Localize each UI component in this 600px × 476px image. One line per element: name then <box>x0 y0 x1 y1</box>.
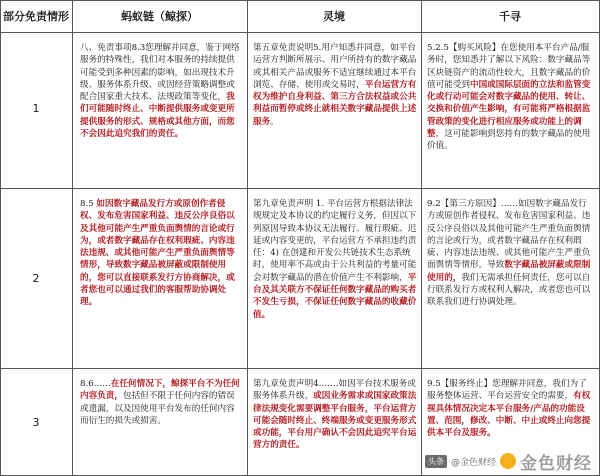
jinse-logo-icon <box>500 453 516 469</box>
header-antchain: 蚂蚁链（鲸探） <box>121 10 198 23</box>
cell-text: 。 <box>270 116 279 127</box>
cell-text: 第九章免责声明4.……如因平台技术服务或服务体系升级， <box>253 379 416 402</box>
header-scenario: 部分免责情形 <box>3 10 69 23</box>
cell-antchain-row2 <box>80 198 242 364</box>
cell-text: 第五章免责说明5.用户知悉并同意，如平台运营方判断所展示、用户所持有的数字藏品或其相关产品或服务不适宜继续通过本平台浏览、存储、使用或交易时， <box>253 43 417 90</box>
column-divider <box>247 0 248 476</box>
highlighted-text: 我们可能随时终止、中断提供服务或变更所提供服务的形式、规格或其他方面，而您不会因此追究我们的责任。 <box>80 92 235 140</box>
cell-qianxun-row1 <box>427 42 593 184</box>
column-divider <box>421 0 422 476</box>
header-qianxun: 千寻 <box>499 10 521 23</box>
highlighted-text: 平台运营方有权为维护自身利益、第三方合法权益或公共利益而暂停或终止就相关数字藏品提供上述服务 <box>253 79 417 127</box>
cell-antchain-row1 <box>80 42 242 184</box>
highlighted-text: 平台及其关联方不保证任何数字藏品的购买者不发生亏损，不保证任何数字藏品的收藏价值。 <box>253 272 417 320</box>
cell-text: ，这可能影响到您持有的数字藏品的使用价值。 <box>427 129 591 152</box>
cell-text: 包括但不限于任何内容的错误或遗漏，以及因使用平台发布的任何内容而衍生的损失或损害。 <box>80 391 235 426</box>
row-number: 1 <box>32 102 40 115</box>
cell-text: 第九章免责声明 1. 平台运营方根据法律法规规定及本协议的约定履行义务，但因以下列原因导致本协议无法履行、履行瑕疵、迟延或内容变更的，平台运营方不承担违约责任：4) 在创建和开发公共链技术生态系统时，使用率不高或由于公共利益的考量可能会对数字藏品的潜在价值产生不利影响， <box>253 199 417 283</box>
cell-lingjing-row3 <box>253 378 417 472</box>
watermark-badge: 头条 <box>425 455 447 468</box>
header-lingjing: 灵境 <box>323 10 345 23</box>
highlighted-text: 或因业务需求或国家政策法律法规变化需要调整平台服务，平台运营方可能会随时终止、终端服务或变更服务形式或功能，平台用户确认不会因此追究平台运营方的责任。 <box>253 391 417 451</box>
cell-qianxun-row2 <box>427 198 593 364</box>
highlighted-text: 中国或国际层面的立法和监管变化或行动可能会对数字藏品的使用、转让、交换和价值产生影响，有可能 <box>427 79 591 115</box>
cell-text: 9.5【服务终止】您理解并同意，我们为了服务整体运营、平台运营安全的需要， <box>427 379 587 402</box>
row-divider <box>0 188 600 189</box>
cell-text: 9.2【第三方原因】……如因数字藏品发行方或原创作者侵权、发布危害国家利益、违反公序良俗以及其他可能产生严重负面舆情的言论或行为，或者数字藏品存在权利瑕疵、内容违法违规、或其他可能产生严重负面舆情等情形，导致 <box>427 199 591 271</box>
header-divider <box>0 32 600 33</box>
cell-text: 八、免责事项8.3您理解并同意，鉴于网络服务的特殊性，我们对本服务的持续提供可能受到多种因素的影响，如出现技术升级、服务体系升级、或因经营策略调整或配合国家重大技术、法规政策等变化， <box>80 43 240 103</box>
cell-antchain-row3 <box>80 378 242 472</box>
cell-text: 8.6…… <box>80 379 111 389</box>
highlighted-text: 数字藏品被屏蔽或限制使用的， <box>427 260 591 283</box>
watermark <box>425 450 592 472</box>
cell-text: 我们无需承担任何责任，您可以自行联系发行方或权利人解决，或者您也可以联系我们进行协调处理。 <box>427 272 591 308</box>
cell-lingjing-row2 <box>253 198 417 364</box>
highlighted-text: 有权视具体情况决定本平台服务/产品的功能设置、范围，修改、中断、中止或终止向您提供本平台及服务。 <box>427 391 591 439</box>
watermark-handle: @金色财经 <box>450 457 496 468</box>
cell-lingjing-row1 <box>253 42 417 184</box>
highlighted-text: 如因数字藏品发行方或原创作者侵权、发布危害国家利益、违反公序良俗以及其他可能产生严重负面舆情的言论或行为，或者数字藏品存在权利瑕疵、内容违法违规、或其他可能产生严重负面舆情等情形，导致数字藏品被屏蔽或限制使用的，您可以直接联系发行方协商解决，或者您也可以通过我们的客服帮助协调处理。 <box>80 199 235 308</box>
row-divider <box>0 368 600 369</box>
table-border-left <box>0 0 1 476</box>
row-number: 3 <box>32 416 40 429</box>
highlighted-text: 将严格根据监管政策的变化进行相应服务或功能上的调整 <box>427 104 591 140</box>
cell-text: 5.2.5【购买风险】在您使用本平台产品/服务时，您知悉并了解以下风险：数字藏品等区块链资产的流动性较大，且数字藏品的价值可能受到 <box>427 43 591 90</box>
highlighted-text: 在任何情况下，鲸探平台不为任何内容负责， <box>80 379 240 402</box>
row-number: 2 <box>32 272 40 285</box>
column-divider <box>72 0 73 476</box>
cell-text: 8.5 <box>80 199 97 209</box>
watermark-site: 金色财经 <box>520 453 592 474</box>
